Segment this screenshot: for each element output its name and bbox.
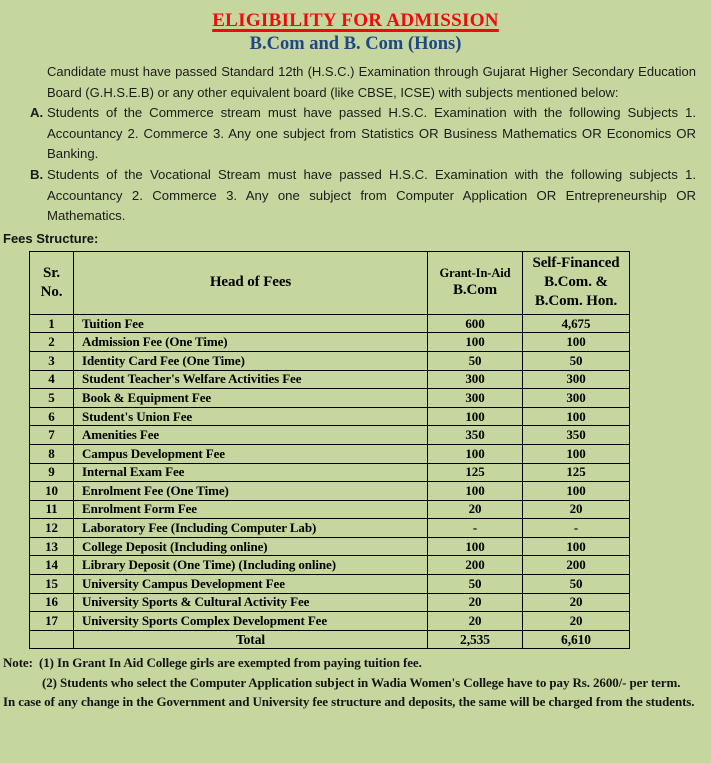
- point-a-text: Students of the Commerce stream must have passed H.S.C. Examination with the following Subjects 1. Accountancy 2. Commerce 3. Any one subject from Statistics OR Business Mathematics OR Economics OR Banking.: [47, 105, 696, 162]
- fee-self-cell: 20: [523, 593, 630, 612]
- point-a-label: A.: [30, 105, 44, 121]
- fee-row: [30, 556, 630, 575]
- fee-grant-cell: 50: [428, 575, 523, 594]
- header-row: [30, 251, 630, 314]
- fees-table-body: [30, 314, 630, 630]
- fee-head-cell: Enrolment Form Fee: [74, 500, 428, 519]
- total-row: [30, 630, 630, 649]
- fee-head-cell: Identity Card Fee (One Time): [74, 351, 428, 370]
- total-grant-value: 2,535: [428, 630, 523, 649]
- self-header-line3: B.Com. Hon.: [534, 293, 618, 310]
- fee-sr-cell: 8: [30, 444, 74, 463]
- fee-row: [30, 463, 630, 482]
- note-item-2: (2) Students who select the Computer Application subject in Wadia Women's College have to pay Rs. 2600/- per term.: [42, 674, 681, 690]
- fee-row: [30, 407, 630, 426]
- fee-row: [30, 389, 630, 408]
- fee-head-cell: Student's Union Fee: [74, 407, 428, 426]
- fee-sr-cell: 16: [30, 593, 74, 612]
- col-header-head-of-fees: Head of Fees: [74, 251, 428, 314]
- page-title: ELIGIBILITY FOR ADMISSION: [212, 10, 499, 31]
- fee-grant-cell: 50: [428, 351, 523, 370]
- fee-head-cell: University Campus Development Fee: [74, 575, 428, 594]
- point-b-label: B.: [30, 166, 44, 182]
- fee-head-cell: Laboratory Fee (Including Computer Lab): [74, 519, 428, 538]
- fee-grant-cell: 300: [428, 370, 523, 389]
- fee-grant-cell: 100: [428, 407, 523, 426]
- fee-grant-cell: 350: [428, 426, 523, 445]
- fee-sr-cell: 14: [30, 556, 74, 575]
- fee-row: [30, 351, 630, 370]
- fee-sr-cell: 13: [30, 537, 74, 556]
- note-closing: In case of any change in the Government and University fee structure and deposits, the same will be charged from the students.: [3, 694, 695, 710]
- fee-row: [30, 519, 630, 538]
- fee-grant-cell: 20: [428, 593, 523, 612]
- note-label: Note:: [3, 655, 33, 671]
- fee-self-cell: 100: [523, 537, 630, 556]
- fee-sr-cell: 2: [30, 333, 74, 352]
- fee-self-cell: 50: [523, 351, 630, 370]
- fee-sr-cell: 1: [30, 314, 74, 333]
- fee-grant-cell: 100: [428, 482, 523, 501]
- fee-grant-cell: 200: [428, 556, 523, 575]
- eligibility-intro: Candidate must have passed Standard 12th (H.S.C.) Examination through Gujarat Higher Secondary Education Board (G.H.S.E.B) or any other equivalent board (like CBSE, ICSE) with subjects mentioned below:: [47, 64, 696, 100]
- col-header-sr-no: [30, 251, 74, 314]
- fee-head-cell: Campus Development Fee: [74, 444, 428, 463]
- fee-head-cell: Book & Equipment Fee: [74, 389, 428, 408]
- fee-grant-cell: 100: [428, 537, 523, 556]
- page-subtitle: B.Com and B. Com (Hons): [249, 34, 462, 54]
- fee-sr-cell: 6: [30, 407, 74, 426]
- fee-self-cell: 20: [523, 500, 630, 519]
- fee-grant-cell: 100: [428, 444, 523, 463]
- fee-row: [30, 482, 630, 501]
- fee-grant-cell: -: [428, 519, 523, 538]
- fee-sr-cell: 12: [30, 519, 74, 538]
- fee-grant-cell: 100: [428, 333, 523, 352]
- fee-head-cell: Amenities Fee: [74, 426, 428, 445]
- fee-row: [30, 444, 630, 463]
- point-b-text: Students of the Vocational Stream must have passed H.S.C. Examination with the following subjects 1. Accountancy 2. Commerce 3. Any one subject from Computer Application OR Entrepreneurship OR Mathematics.: [47, 166, 696, 224]
- col-header-self-financed: [523, 251, 630, 314]
- fees-structure-heading: Fees Structure:: [3, 230, 99, 246]
- fee-self-cell: 4,675: [523, 314, 630, 333]
- fee-row: [30, 426, 630, 445]
- fee-head-cell: University Sports & Cultural Activity Fee: [74, 593, 428, 612]
- fee-grant-cell: 20: [428, 500, 523, 519]
- fee-sr-cell: 9: [30, 463, 74, 482]
- total-sr-cell: [30, 630, 74, 649]
- title-container: [0, 10, 711, 32]
- total-self-value: 6,610: [523, 630, 630, 649]
- fee-row: [30, 612, 630, 631]
- fee-head-cell: Tuition Fee: [74, 314, 428, 333]
- fee-row: [30, 575, 630, 594]
- fee-sr-cell: 5: [30, 389, 74, 408]
- fees-table-header: [30, 251, 630, 314]
- fees-table-footer: [30, 630, 630, 649]
- fee-head-cell: Enrolment Fee (One Time): [74, 482, 428, 501]
- fee-self-cell: 300: [523, 370, 630, 389]
- eligibility-point-a: [30, 103, 696, 165]
- fee-head-cell: Student Teacher's Welfare Activities Fee: [74, 370, 428, 389]
- fee-self-cell: 300: [523, 389, 630, 408]
- fee-self-cell: 100: [523, 444, 630, 463]
- fee-head-cell: Admission Fee (One Time): [74, 333, 428, 352]
- self-header-line1: Self-Financed: [532, 254, 620, 271]
- fee-sr-cell: 17: [30, 612, 74, 631]
- fee-sr-cell: 7: [30, 426, 74, 445]
- fee-sr-cell: 15: [30, 575, 74, 594]
- grant-header-line1: Grant-In-Aid: [439, 266, 511, 281]
- fee-grant-cell: 125: [428, 463, 523, 482]
- fee-sr-cell: 11: [30, 500, 74, 519]
- fee-head-cell: University Sports Complex Development Fee: [74, 612, 428, 631]
- fee-self-cell: 100: [523, 407, 630, 426]
- fee-self-cell: 125: [523, 463, 630, 482]
- sr-header-line2: No.: [40, 283, 63, 300]
- sr-header-line1: Sr.: [42, 264, 61, 281]
- fee-sr-cell: 3: [30, 351, 74, 370]
- eligibility-point-b: [30, 165, 696, 227]
- fee-head-cell: Library Deposit (One Time) (Including online): [74, 556, 428, 575]
- fee-sr-cell: 4: [30, 370, 74, 389]
- fee-self-cell: 100: [523, 333, 630, 352]
- total-label: Total: [74, 630, 428, 649]
- fee-head-cell: College Deposit (Including online): [74, 537, 428, 556]
- fee-grant-cell: 600: [428, 314, 523, 333]
- fee-self-cell: -: [523, 519, 630, 538]
- col-header-grant-in-aid: [428, 251, 523, 314]
- fee-row: [30, 370, 630, 389]
- fee-row: [30, 333, 630, 352]
- grant-header-line2: B.Com: [452, 282, 498, 299]
- fee-row: [30, 314, 630, 333]
- fee-grant-cell: 300: [428, 389, 523, 408]
- fee-self-cell: 50: [523, 575, 630, 594]
- fee-row: [30, 537, 630, 556]
- fee-grant-cell: 20: [428, 612, 523, 631]
- fee-row: [30, 593, 630, 612]
- self-header-line2: B.Com. &: [544, 274, 608, 291]
- fee-self-cell: 20: [523, 612, 630, 631]
- fee-self-cell: 200: [523, 556, 630, 575]
- fee-sr-cell: 10: [30, 482, 74, 501]
- fee-self-cell: 100: [523, 482, 630, 501]
- note-row-1: [3, 653, 703, 672]
- notes-section: [3, 653, 703, 711]
- note-item-1: (1) In Grant In Aid College girls are exempted from paying tuition fee.: [39, 655, 422, 671]
- fee-self-cell: 350: [523, 426, 630, 445]
- fees-table: [29, 251, 630, 650]
- fee-head-cell: Internal Exam Fee: [74, 463, 428, 482]
- fee-row: [30, 500, 630, 519]
